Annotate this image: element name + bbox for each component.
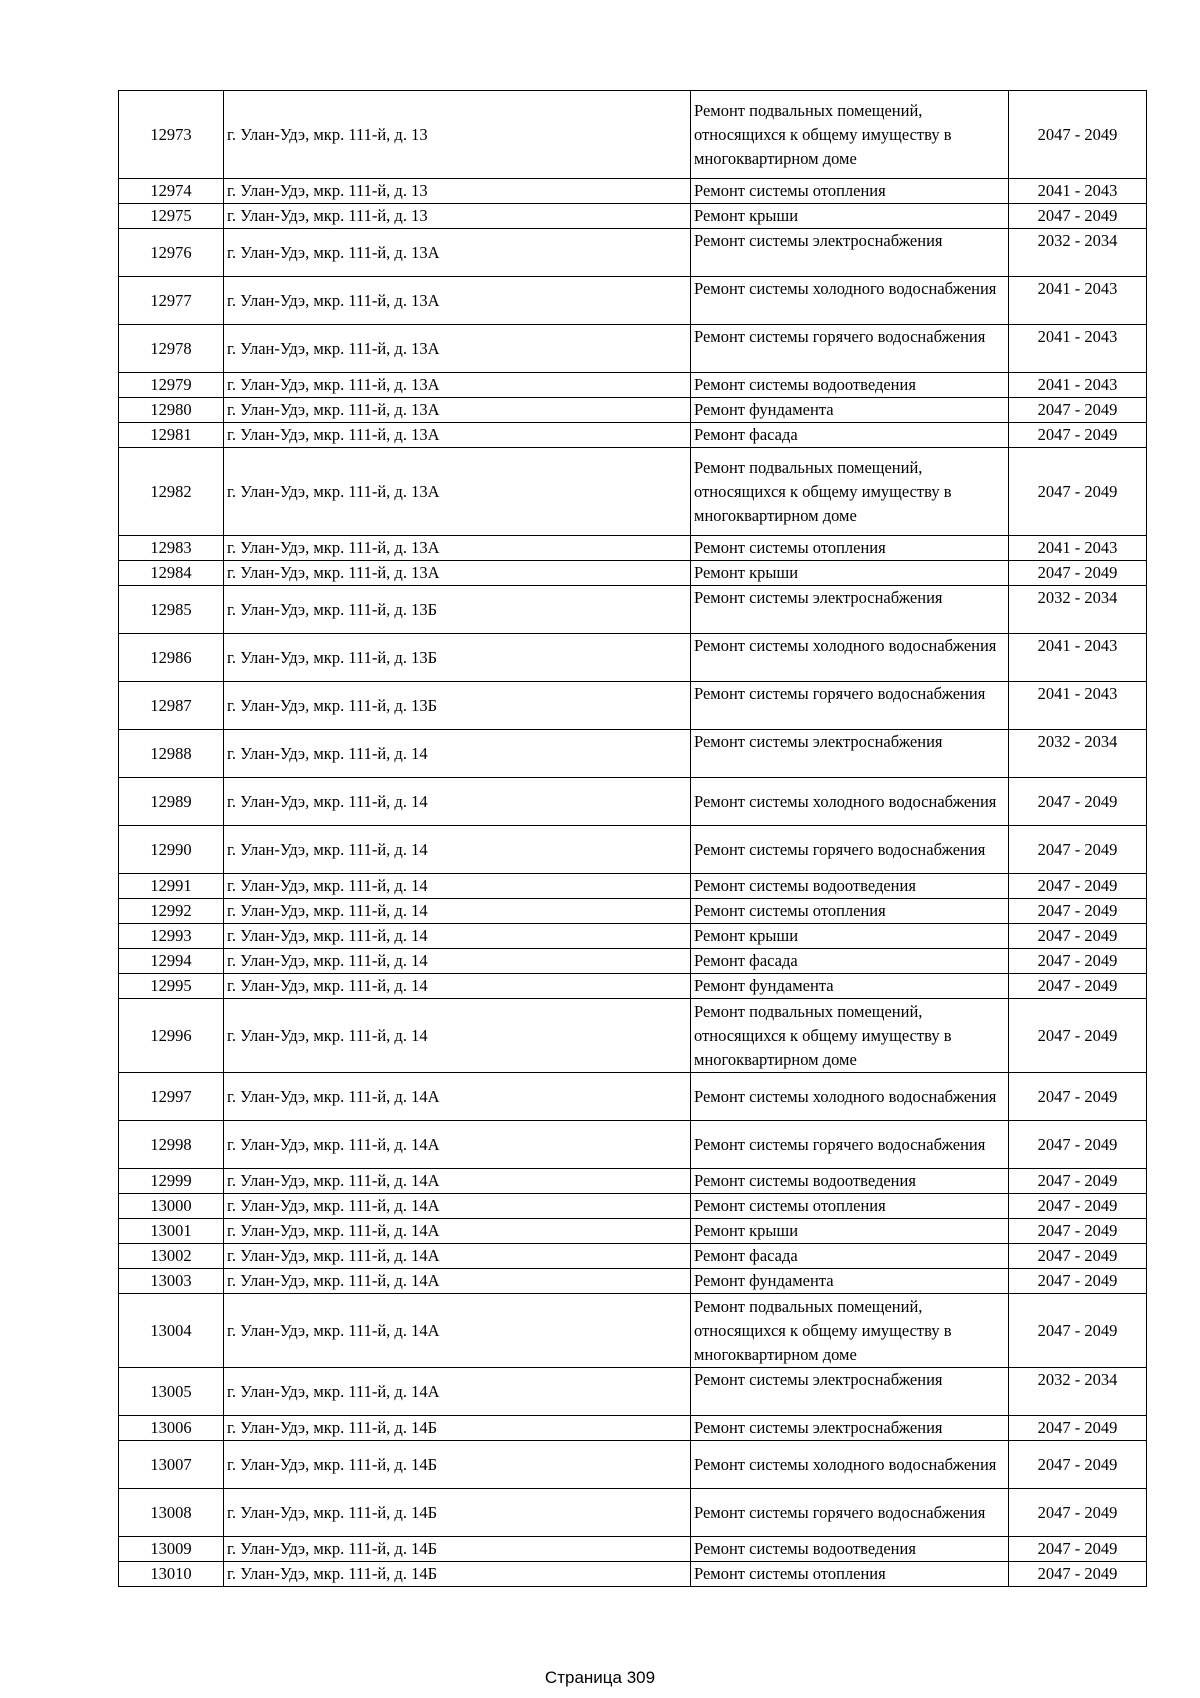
table-row xyxy=(119,373,1147,398)
row-number: 13007 xyxy=(119,1441,224,1489)
row-number: 13002 xyxy=(119,1244,224,1269)
row-years: 2047 - 2049 xyxy=(1009,899,1147,924)
row-address: г. Улан-Удэ, мкр. 111-й, д. 13А xyxy=(224,229,691,277)
row-number: 12986 xyxy=(119,634,224,682)
row-number: 13010 xyxy=(119,1562,224,1587)
row-number: 12977 xyxy=(119,277,224,325)
row-work-type: Ремонт системы горячего водоснабжения xyxy=(691,325,1009,373)
row-address: г. Улан-Удэ, мкр. 111-й, д. 13Б xyxy=(224,586,691,634)
row-address: г. Улан-Удэ, мкр. 111-й, д. 14Б xyxy=(224,1537,691,1562)
row-work-type: Ремонт подвальных помещений, относящихся к общему имуществу в многоквартирном доме xyxy=(691,1294,1009,1368)
table-row xyxy=(119,179,1147,204)
table-row xyxy=(119,1368,1147,1416)
table-row xyxy=(119,1294,1147,1368)
row-work-type: Ремонт системы холодного водоснабжения xyxy=(691,1441,1009,1489)
row-address: г. Улан-Удэ, мкр. 111-й, д. 14Б xyxy=(224,1441,691,1489)
table-row xyxy=(119,204,1147,229)
row-work-type: Ремонт системы холодного водоснабжения xyxy=(691,778,1009,826)
row-address: г. Улан-Удэ, мкр. 111-й, д. 14А xyxy=(224,1294,691,1368)
row-years: 2041 - 2043 xyxy=(1009,179,1147,204)
row-number: 12982 xyxy=(119,448,224,536)
row-number: 13009 xyxy=(119,1537,224,1562)
row-work-type: Ремонт системы электроснабжения xyxy=(691,586,1009,634)
row-work-type: Ремонт системы горячего водоснабжения xyxy=(691,826,1009,874)
row-years: 2047 - 2049 xyxy=(1009,91,1147,179)
table-row xyxy=(119,398,1147,423)
row-years: 2047 - 2049 xyxy=(1009,1489,1147,1537)
row-years: 2041 - 2043 xyxy=(1009,634,1147,682)
row-work-type: Ремонт фасада xyxy=(691,423,1009,448)
row-work-type: Ремонт системы горячего водоснабжения xyxy=(691,682,1009,730)
table-row xyxy=(119,1269,1147,1294)
row-years: 2041 - 2043 xyxy=(1009,325,1147,373)
row-address: г. Улан-Удэ, мкр. 111-й, д. 14 xyxy=(224,949,691,974)
row-years: 2047 - 2049 xyxy=(1009,1416,1147,1441)
row-address: г. Улан-Удэ, мкр. 111-й, д. 13А xyxy=(224,398,691,423)
row-years: 2047 - 2049 xyxy=(1009,204,1147,229)
row-number: 12983 xyxy=(119,536,224,561)
table-row xyxy=(119,1169,1147,1194)
row-address: г. Улан-Удэ, мкр. 111-й, д. 13А xyxy=(224,561,691,586)
row-years: 2047 - 2049 xyxy=(1009,1269,1147,1294)
table-row xyxy=(119,974,1147,999)
table-row xyxy=(119,229,1147,277)
row-number: 12989 xyxy=(119,778,224,826)
row-number: 12992 xyxy=(119,899,224,924)
row-work-type: Ремонт крыши xyxy=(691,924,1009,949)
row-work-type: Ремонт крыши xyxy=(691,1219,1009,1244)
row-number: 13005 xyxy=(119,1368,224,1416)
row-work-type: Ремонт системы отопления xyxy=(691,179,1009,204)
row-number: 12993 xyxy=(119,924,224,949)
table-row xyxy=(119,325,1147,373)
row-address: г. Улан-Удэ, мкр. 111-й, д. 14 xyxy=(224,974,691,999)
row-number: 13006 xyxy=(119,1416,224,1441)
row-work-type: Ремонт фундамента xyxy=(691,398,1009,423)
table-row xyxy=(119,536,1147,561)
row-work-type: Ремонт системы электроснабжения xyxy=(691,1368,1009,1416)
row-number: 12984 xyxy=(119,561,224,586)
row-years: 2047 - 2049 xyxy=(1009,561,1147,586)
row-years: 2041 - 2043 xyxy=(1009,682,1147,730)
row-years: 2047 - 2049 xyxy=(1009,423,1147,448)
row-address: г. Улан-Удэ, мкр. 111-й, д. 13 xyxy=(224,204,691,229)
row-address: г. Улан-Удэ, мкр. 111-й, д. 14 xyxy=(224,874,691,899)
row-address: г. Улан-Удэ, мкр. 111-й, д. 13Б xyxy=(224,682,691,730)
row-number: 13004 xyxy=(119,1294,224,1368)
row-address: г. Улан-Удэ, мкр. 111-й, д. 14А xyxy=(224,1121,691,1169)
table-row xyxy=(119,423,1147,448)
row-number: 12996 xyxy=(119,999,224,1073)
row-years: 2041 - 2043 xyxy=(1009,277,1147,325)
row-work-type: Ремонт крыши xyxy=(691,204,1009,229)
row-number: 12980 xyxy=(119,398,224,423)
row-years: 2047 - 2049 xyxy=(1009,826,1147,874)
row-work-type: Ремонт системы водоотведения xyxy=(691,373,1009,398)
table-row xyxy=(119,1219,1147,1244)
row-address: г. Улан-Удэ, мкр. 111-й, д. 13А xyxy=(224,423,691,448)
row-work-type: Ремонт системы горячего водоснабжения xyxy=(691,1121,1009,1169)
row-work-type: Ремонт фундамента xyxy=(691,974,1009,999)
row-years: 2047 - 2049 xyxy=(1009,1194,1147,1219)
row-number: 13003 xyxy=(119,1269,224,1294)
table-row xyxy=(119,1489,1147,1537)
table-row xyxy=(119,277,1147,325)
row-years: 2047 - 2049 xyxy=(1009,949,1147,974)
row-number: 12976 xyxy=(119,229,224,277)
row-years: 2047 - 2049 xyxy=(1009,398,1147,423)
row-years: 2047 - 2049 xyxy=(1009,1562,1147,1587)
row-address: г. Улан-Удэ, мкр. 111-й, д. 14 xyxy=(224,924,691,949)
row-address: г. Улан-Удэ, мкр. 111-й, д. 14А xyxy=(224,1219,691,1244)
row-number: 12998 xyxy=(119,1121,224,1169)
row-address: г. Улан-Удэ, мкр. 111-й, д. 14А xyxy=(224,1073,691,1121)
row-number: 12995 xyxy=(119,974,224,999)
table-row xyxy=(119,778,1147,826)
table-row xyxy=(119,586,1147,634)
row-number: 12973 xyxy=(119,91,224,179)
table-row xyxy=(119,1441,1147,1489)
row-number: 13008 xyxy=(119,1489,224,1537)
row-work-type: Ремонт системы водоотведения xyxy=(691,874,1009,899)
row-number: 12985 xyxy=(119,586,224,634)
row-years: 2047 - 2049 xyxy=(1009,1244,1147,1269)
table-row xyxy=(119,1562,1147,1587)
row-work-type: Ремонт крыши xyxy=(691,561,1009,586)
row-years: 2047 - 2049 xyxy=(1009,924,1147,949)
row-work-type: Ремонт системы горячего водоснабжения xyxy=(691,1489,1009,1537)
row-years: 2047 - 2049 xyxy=(1009,999,1147,1073)
row-address: г. Улан-Удэ, мкр. 111-й, д. 14Б xyxy=(224,1416,691,1441)
row-work-type: Ремонт подвальных помещений, относящихся к общему имуществу в многоквартирном доме xyxy=(691,999,1009,1073)
row-address: г. Улан-Удэ, мкр. 111-й, д. 14А xyxy=(224,1368,691,1416)
row-number: 12999 xyxy=(119,1169,224,1194)
row-number: 12991 xyxy=(119,874,224,899)
row-work-type: Ремонт системы электроснабжения xyxy=(691,1416,1009,1441)
row-address: г. Улан-Удэ, мкр. 111-й, д. 13Б xyxy=(224,634,691,682)
table-row xyxy=(119,1121,1147,1169)
row-years: 2047 - 2049 xyxy=(1009,974,1147,999)
row-work-type: Ремонт фундамента xyxy=(691,1269,1009,1294)
table-row xyxy=(119,448,1147,536)
row-address: г. Улан-Удэ, мкр. 111-й, д. 13 xyxy=(224,91,691,179)
row-number: 12979 xyxy=(119,373,224,398)
row-years: 2047 - 2049 xyxy=(1009,448,1147,536)
table-row xyxy=(119,561,1147,586)
row-years: 2047 - 2049 xyxy=(1009,1169,1147,1194)
row-number: 13000 xyxy=(119,1194,224,1219)
row-address: г. Улан-Удэ, мкр. 111-й, д. 13А xyxy=(224,277,691,325)
row-years: 2047 - 2049 xyxy=(1009,1441,1147,1489)
row-address: г. Улан-Удэ, мкр. 111-й, д. 14А xyxy=(224,1194,691,1219)
table-row xyxy=(119,1073,1147,1121)
row-work-type: Ремонт системы холодного водоснабжения xyxy=(691,634,1009,682)
table-row xyxy=(119,730,1147,778)
row-work-type: Ремонт фасада xyxy=(691,949,1009,974)
table-row xyxy=(119,999,1147,1073)
row-years: 2041 - 2043 xyxy=(1009,536,1147,561)
row-number: 12987 xyxy=(119,682,224,730)
table-row xyxy=(119,826,1147,874)
row-address: г. Улан-Удэ, мкр. 111-й, д. 14 xyxy=(224,899,691,924)
table-row xyxy=(119,874,1147,899)
table-row xyxy=(119,634,1147,682)
row-number: 12975 xyxy=(119,204,224,229)
row-address: г. Улан-Удэ, мкр. 111-й, д. 14А xyxy=(224,1169,691,1194)
row-years: 2041 - 2043 xyxy=(1009,373,1147,398)
row-address: г. Улан-Удэ, мкр. 111-й, д. 14Б xyxy=(224,1562,691,1587)
table-row xyxy=(119,1194,1147,1219)
row-work-type: Ремонт системы электроснабжения xyxy=(691,229,1009,277)
row-work-type: Ремонт подвальных помещений, относящихся к общему имуществу в многоквартирном доме xyxy=(691,91,1009,179)
repair-schedule-table xyxy=(118,90,1147,1587)
row-address: г. Улан-Удэ, мкр. 111-й, д. 14 xyxy=(224,999,691,1073)
table-body xyxy=(119,91,1147,1587)
row-years: 2047 - 2049 xyxy=(1009,1537,1147,1562)
row-address: г. Улан-Удэ, мкр. 111-й, д. 13А xyxy=(224,325,691,373)
row-number: 12978 xyxy=(119,325,224,373)
row-years: 2032 - 2034 xyxy=(1009,586,1147,634)
row-work-type: Ремонт системы отопления xyxy=(691,1562,1009,1587)
row-work-type: Ремонт системы водоотведения xyxy=(691,1537,1009,1562)
page-number: Страница 309 xyxy=(544,1668,656,1687)
table-row xyxy=(119,1537,1147,1562)
row-work-type: Ремонт фасада xyxy=(691,1244,1009,1269)
row-address: г. Улан-Удэ, мкр. 111-й, д. 14 xyxy=(224,826,691,874)
row-work-type: Ремонт системы холодного водоснабжения xyxy=(691,277,1009,325)
row-years: 2047 - 2049 xyxy=(1009,1219,1147,1244)
row-years: 2047 - 2049 xyxy=(1009,874,1147,899)
table-row xyxy=(119,91,1147,179)
row-work-type: Ремонт системы холодного водоснабжения xyxy=(691,1073,1009,1121)
row-address: г. Улан-Удэ, мкр. 111-й, д. 13А xyxy=(224,373,691,398)
row-number: 12994 xyxy=(119,949,224,974)
row-years: 2047 - 2049 xyxy=(1009,778,1147,826)
table-row xyxy=(119,899,1147,924)
row-address: г. Улан-Удэ, мкр. 111-й, д. 14А xyxy=(224,1269,691,1294)
row-years: 2047 - 2049 xyxy=(1009,1073,1147,1121)
row-number: 12974 xyxy=(119,179,224,204)
row-work-type: Ремонт системы водоотведения xyxy=(691,1169,1009,1194)
row-years: 2047 - 2049 xyxy=(1009,1294,1147,1368)
row-address: г. Улан-Удэ, мкр. 111-й, д. 14 xyxy=(224,778,691,826)
row-years: 2032 - 2034 xyxy=(1009,1368,1147,1416)
row-address: г. Улан-Удэ, мкр. 111-й, д. 14Б xyxy=(224,1489,691,1537)
table-row xyxy=(119,682,1147,730)
row-number: 12988 xyxy=(119,730,224,778)
row-years: 2047 - 2049 xyxy=(1009,1121,1147,1169)
row-number: 12981 xyxy=(119,423,224,448)
row-work-type: Ремонт подвальных помещений, относящихся к общему имуществу в многоквартирном доме xyxy=(691,448,1009,536)
row-number: 12997 xyxy=(119,1073,224,1121)
row-number: 13001 xyxy=(119,1219,224,1244)
row-work-type: Ремонт системы отопления xyxy=(691,899,1009,924)
row-address: г. Улан-Удэ, мкр. 111-й, д. 13 xyxy=(224,179,691,204)
row-years: 2032 - 2034 xyxy=(1009,730,1147,778)
row-work-type: Ремонт системы отопления xyxy=(691,536,1009,561)
table-row xyxy=(119,949,1147,974)
row-number: 12990 xyxy=(119,826,224,874)
row-work-type: Ремонт системы электроснабжения xyxy=(691,730,1009,778)
table-row xyxy=(119,1416,1147,1441)
row-address: г. Улан-Удэ, мкр. 111-й, д. 14А xyxy=(224,1244,691,1269)
table-row xyxy=(119,1244,1147,1269)
row-work-type: Ремонт системы отопления xyxy=(691,1194,1009,1219)
row-address: г. Улан-Удэ, мкр. 111-й, д. 13А xyxy=(224,448,691,536)
table-row xyxy=(119,924,1147,949)
row-address: г. Улан-Удэ, мкр. 111-й, д. 14 xyxy=(224,730,691,778)
row-years: 2032 - 2034 xyxy=(1009,229,1147,277)
row-address: г. Улан-Удэ, мкр. 111-й, д. 13А xyxy=(224,536,691,561)
